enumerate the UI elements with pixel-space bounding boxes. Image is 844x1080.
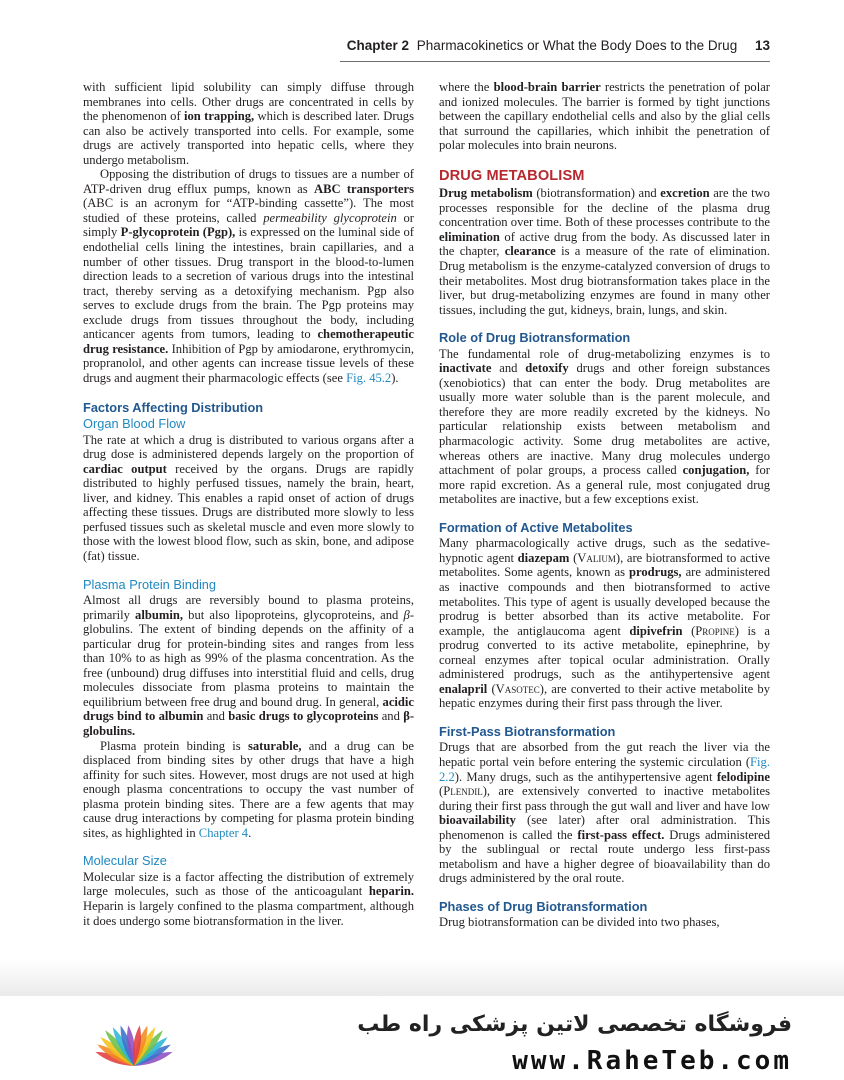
subsection-heading: Phases of Drug Biotransformation bbox=[439, 898, 648, 914]
shop-name: فروشگاه تخصصی لاتین پزشکی راه طب bbox=[357, 1012, 792, 1037]
subsection-heading: First-Pass Biotransformation bbox=[439, 723, 616, 739]
subsection-heading: Factors Affecting Distribution bbox=[83, 400, 264, 416]
header-rule bbox=[340, 61, 770, 62]
figure-link[interactable]: Fig. 2.2 bbox=[439, 754, 770, 784]
paragraph: Opposing the distribution of drugs to tissues are a number of ATP-driven drug efflux pumps, known as ABC transporters (ABC is an acronym for “ATP-binding cassette”). The most studied of these proteins, called permeability glycoprotein or simply P-glycoprotein (Pgp), is expressed on the luminal side of endothelial cells lining the intestines, brain capillaries, and a number of other tissues. Drug transport in the blood-to-lumen direction leads to a secretion of various drugs into the intestinal tract, thereby serving as a detoxifying mechanism. Pgp also serves to exclude drugs from the brain. The Pgp proteins may exclude drugs from tissues throughout the body, including anticancer agents from tumors, leading to chemotherapeutic drug resistance. Inhibition of Pgp by amiodarone, erythromycin, propranolol, and other agents can increase tissue levels of these drugs and augment their pharmacologic effects (see Fig. 45.2). bbox=[83, 167, 414, 385]
figure-link[interactable]: Fig. 45.2 bbox=[346, 370, 392, 385]
sub-subsection-heading: Organ Blood Flow bbox=[83, 416, 186, 432]
paragraph: Many pharmacologically active drugs, such as the sedative-hypnotic agent diazepam (Valium), are biotransformed to active metabolites. Some agents, known as prodrugs, are administered as inactive compounds and then biotransformed to active metabolites. This type of agent is usually developed because the prodrug is better absorbed than its active metabolite. For example, the antiglaucoma agent dipivefrin (Propine) is a prodrug converted to its active metabolite, epinephrine, by corneal enzymes after topical ocular administration. Orally administered prodrugs, such as the antihypertensive agent enalapril (Vasotec), are converted to their active metabolite by hepatic enzymes during their first pass through the liver. bbox=[439, 536, 770, 711]
running-head bbox=[83, 38, 770, 58]
paragraph: with sufficient lipid solubility can simply diffuse through membranes into cells. Other drugs are concentrated in cells by the phenomenon of ion trapping, which is described later. Drugs can also be actively transported into cells. For example, some drugs are actively transported into hepatic cells, where they undergo metabolism. bbox=[83, 80, 414, 167]
paragraph: Drug metabolism (biotransformation) and excretion are the two processes responsible for the decline of the plasma drug concentration over time. Both of these processes contribute to the elimination of active drug from the body. As discussed later in the chapter, clearance is a measure of the rate of elimination. Drug metabolism is the enzyme-catalyzed conversion of drugs to their metabolites. Most drug biotransformation takes place in the liver, but drug-metabolizing enzymes are found in many other tissues, including the gut, kidneys, brain, lungs, and skin. bbox=[439, 186, 770, 317]
page-number: 13 bbox=[754, 38, 770, 53]
paragraph: The rate at which a drug is distributed to various organs after a drug dose is administered depends largely on the proportion of cardiac output received by the organs. Drugs are rapidly distributed to highly perfused tissues, namely the brain, heart, liver, and kidney. This enables a rapid onset of action of drugs affecting these tissues. Drugs are distributed more slowly to less perfused tissues such as skeletal muscle and even more slowly to those with the lowest blood flow, such as skin, bone, and adipose (fat) tissue. bbox=[83, 432, 414, 563]
paragraph: Molecular size is a factor affecting the distribution of extremely large molecules, such as those of the anticoagulant heparin. Heparin is largely confined to the plasma compartment, although it does undergo some biotransformation in the liver. bbox=[83, 869, 414, 928]
chapter-link[interactable]: Chapter 4 bbox=[198, 825, 249, 840]
subsection-heading: Formation of Active Metabolites bbox=[439, 519, 633, 535]
page-fade bbox=[0, 960, 844, 1000]
right-column bbox=[439, 80, 770, 996]
paragraph: Drug biotransformation can be divided into two phases, bbox=[439, 915, 720, 930]
paragraph: Drugs that are absorbed from the gut reach the liver via the hepatic portal vein before entering the systemic circulation (Fig. 2.2). Many drugs, such as the antihypertensive agent felodipine (Plendil), are extensively converted to inactive metabolites during their first pass through the gut wall and liver and have low bioavailability (see later) after oral administration. This phenomenon is called the first-pass effect. Drugs administered by the sublingual or rectal route undergo less first-pass metabolism and have a higher degree of bioavailability than do drugs administered by the oral route. bbox=[439, 740, 770, 886]
open-book-logo-icon bbox=[78, 1006, 190, 1070]
sub-subsection-heading: Molecular Size bbox=[83, 853, 167, 869]
left-column bbox=[83, 80, 414, 996]
sub-subsection-heading: Plasma Protein Binding bbox=[83, 576, 217, 592]
chapter-label: Chapter 2 bbox=[346, 38, 410, 53]
paragraph: The fundamental role of drug-metabolizing enzymes is to inactivate and detoxify drugs and other foreign substances (xenobiotics) that can enter the body. Drug metabolites are usually more water soluble than is the parent molecule, and therefore they are more readily excreted by the kidneys. No particular relationship exists between metabolism and pharmacologic activity. Some drug metabolites are active, whereas others are inactive. Many drug molecules undergo attachment of polar groups, a process called conjugation, for more rapid excretion. As a general rule, most conjugated drug metabolites are inactive, but a few exceptions exist. bbox=[439, 346, 770, 507]
paragraph: Almost all drugs are reversibly bound to plasma proteins, primarily albumin, but also lipoproteins, glycoproteins, and β-globulins. The extent of binding depends on the affinity of a particular drug for protein-binding sites and ranges from less than 10% to as high as 99% of the plasma concentration. As the free (unbound) drug diffuses into interstitial fluid and cells, drug molecules dissociate from plasma proteins to maintain the equilibrium between free drug and bound drug. In general, acidic drugs bind to albumin and basic drugs to glycoproteins and β-globulins. bbox=[83, 593, 414, 738]
chapter-title: Pharmacokinetics or What the Body Does to the Drug bbox=[416, 38, 738, 53]
section-heading: DRUG METABOLISM bbox=[439, 167, 585, 184]
paragraph: Plasma protein binding is saturable, and a drug can be displaced from binding sites by other drugs that have a high affinity for such sites. However, most drugs are not used at high enough plasma concentrations to occupy the vast number of plasma protein binding sites. There are a few agents that may cause drug interactions by competing for plasma protein binding sites, as highlighted in Chapter 4. bbox=[83, 738, 414, 840]
website-url: www.RaheTeb.com bbox=[512, 1046, 792, 1076]
subsection-heading: Role of Drug Biotransformation bbox=[439, 330, 631, 346]
paragraph: where the blood-brain barrier restricts the penetration of polar and ionized molecules. The barrier is formed by tight junctions between the capillary endothelial cells and also by the glial cells that surround the capillaries, which inhibit the penetration of polar molecules into brain neurons. bbox=[439, 80, 770, 153]
